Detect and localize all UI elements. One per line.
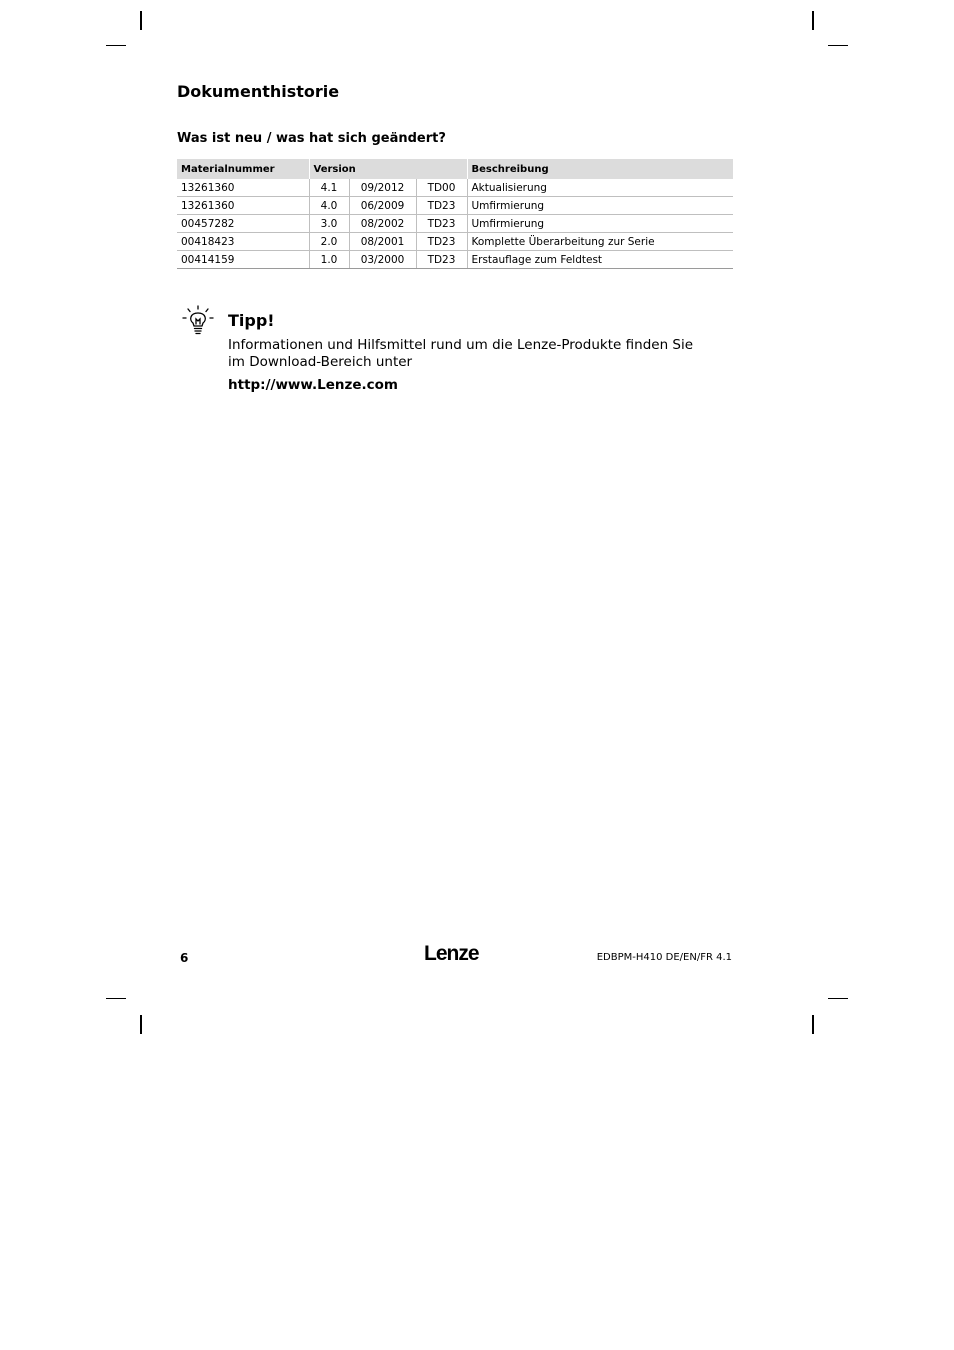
cell-version: 3.0 (309, 215, 349, 233)
crop-mark (106, 998, 126, 999)
crop-mark (828, 45, 848, 46)
cell-material: 13261360 (177, 179, 309, 197)
header-beschreibung: Beschreibung (467, 159, 733, 179)
cell-version: 2.0 (309, 233, 349, 251)
cell-date: 06/2009 (349, 197, 416, 215)
table-header-row (177, 159, 733, 179)
table-row (177, 233, 733, 251)
document-reference: EDBPM-H410 DE/EN/FR 4.1 (596, 952, 732, 963)
crop-mark (812, 1015, 814, 1034)
cell-material: 00418423 (177, 233, 309, 251)
cell-description: Komplette Überarbeitung zur Serie (467, 233, 733, 251)
cell-material: 00414159 (177, 251, 309, 269)
crop-mark (140, 1015, 142, 1034)
page-number: 6 (180, 951, 189, 965)
table-row (177, 215, 733, 233)
lenze-logo: Lenze (424, 942, 479, 965)
cell-description: Erstauflage zum Feldtest (467, 251, 733, 269)
cell-version: 1.0 (309, 251, 349, 269)
cell-description: Aktualisierung (467, 179, 733, 197)
cell-code: TD23 (416, 251, 467, 269)
section-subtitle: Was ist neu / was hat sich geändert? (177, 131, 446, 146)
document-history-table (177, 159, 733, 269)
crop-mark (828, 998, 848, 999)
cell-code: TD23 (416, 215, 467, 233)
cell-code: TD00 (416, 179, 467, 197)
cell-material: 00457282 (177, 215, 309, 233)
cell-code: TD23 (416, 197, 467, 215)
crop-mark (106, 45, 126, 46)
header-materialnummer: Materialnummer (177, 159, 309, 179)
crop-mark (812, 11, 814, 30)
cell-date: 08/2001 (349, 233, 416, 251)
cell-date: 08/2002 (349, 215, 416, 233)
cell-date: 09/2012 (349, 179, 416, 197)
page-title: Dokumenthistorie (177, 82, 340, 101)
lenze-website-link[interactable]: http://www.Lenze.com (228, 377, 398, 393)
cell-date: 03/2000 (349, 251, 416, 269)
table-row (177, 251, 733, 269)
tip-title: Tipp! (228, 311, 275, 330)
cell-description: Umfirmierung (467, 215, 733, 233)
cell-version: 4.0 (309, 197, 349, 215)
cell-code: TD23 (416, 233, 467, 251)
cell-description: Umfirmierung (467, 197, 733, 215)
header-version: Version (309, 159, 467, 179)
table-row (177, 197, 733, 215)
crop-mark (140, 11, 142, 30)
lightbulb-icon (182, 304, 214, 336)
table-row (177, 179, 733, 197)
cell-material: 13261360 (177, 197, 309, 215)
cell-version: 4.1 (309, 179, 349, 197)
tip-text: Informationen und Hilfsmittel rund um die Lenze-Produkte finden Sie im Download-Bereich unter (228, 337, 694, 370)
